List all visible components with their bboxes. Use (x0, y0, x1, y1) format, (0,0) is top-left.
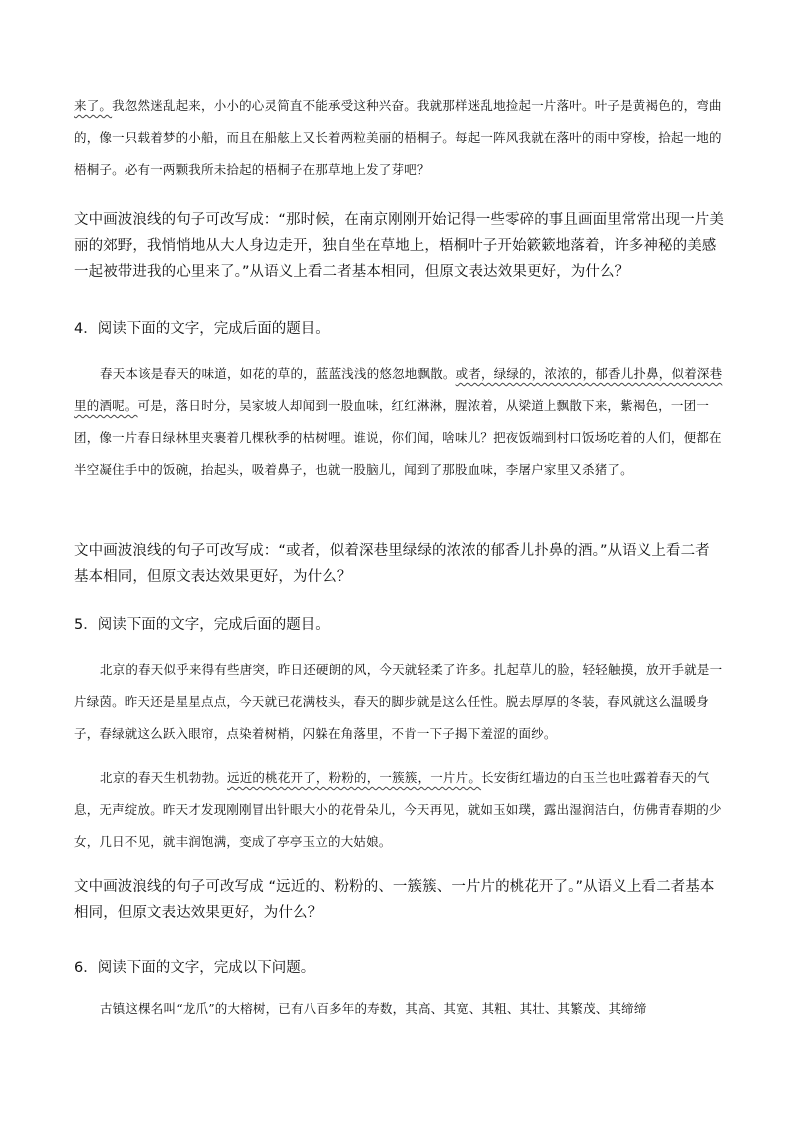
passage-text: 我忽然迷乱起来，小小的心灵简直不能承受这种兴奋。我就那样迷乱地捡起一片落叶。叶子是黄褐色的，弯曲的，像一只载着梦的小船，而且在船舷上又长着两粒美丽的梧桐子。每起一阵风我就在落叶的雨中穿梭，拾起一地的梧桐子。必有一两颗我所未拾起的梧桐子在那草地上发了芽吧？ (74, 98, 722, 177)
wavy-underlined-sentence: 来了。 (74, 98, 113, 113)
passage-text: 北京的春天生机勃勃。 (100, 770, 228, 785)
wavy-underlined-sentence: 远近的桃花开了，粉粉的，一簇簇，一片片。 (227, 770, 482, 785)
question-5-text: 文中画波浪线的句子可改写成 “远近的、粉粉的、一簇簇、一片片的桃花开了。”从语义上看二者基本相同，但原文表达效果更好，为什么？ (74, 879, 715, 921)
passage-paragraph-6: 古镇这棵名叫“龙爪”的大榕树，已有八百多年的寿数，其高、其宽、其粗、其壮、其繁茂、其缔缔 (100, 1001, 647, 1016)
passage-paragraph-4 (74, 358, 724, 486)
passage-paragraph-5a: 北京的春天似乎来得有些唐突，昨日还硬朗的风，今天就轻柔了许多。扎起草儿的脸，轻轻触摸，放开手就是一片绿茵。昨天还是星星点点，今天就已花满枝头，春天的脚步就是这么任性。脱去厚厚的冬装，春风就这么温暖身子，春绿就这么跃入眼帘，点染着树梢，闪躲在角落里，不肯一下子揭下羞涩的面纱。 (74, 662, 723, 741)
wavy-underlined-sentence: 或者，绿绿的，浓浓的，郁香儿扑鼻，似着深巷里的酒呢。 (74, 366, 723, 413)
question-4-text: 文中画波浪线的句子可改写成：“或者，似着深巷里绿绿的浓浓的郁香儿扑鼻的酒。”从语义上看二者基本相同，但原文表达效果更好，为什么？ (74, 543, 710, 585)
question-5-heading: 5．阅读下面的文字，完成后面的题目。 (74, 617, 330, 633)
passage-text: 春天本该是春天的味道，如花的草的，蓝蓝浅浅的悠忽地飘散。 (100, 366, 456, 381)
question-3-text: 文中画波浪线的句子可改写成：“那时候，在南京刚刚开始记得一些零碎的事且画面里常常出现一片美丽的郊野，我悄悄地从大人身边走开，独自坐在草地上，梧桐叶子开始簌簌地落着，许多神秘的美感一起被带进我的心里来了。”从语义上看二者基本相同，但原文表达效果更好，为什么？ (74, 212, 725, 280)
passage-text: 长安街红墙边的白玉兰也吐露着春天的气息，无声绽放。昨天才发现刚刚冒出针眼大小的花骨朵儿，今天再见，就如玉如璞，露出湿润洁白，仿佛青春期的少女，几日不见，就丰润饱满，变成了亭亭玉立的大姑娘。 (74, 770, 722, 849)
question-6-heading: 6．阅读下面的文字，完成以下问题。 (74, 960, 316, 976)
passage-text: 可是，落日时分，吴家坡人却闻到一股血味，红红淋淋，腥浓着，从梁道上飘散下来，紫褐色，一团一团，像一片春日绿林里夹裹着几棵秋季的枯树哩。谁说，你们闻，啥味儿？把夜饭端到村口饭场吃着的人们，便都在半空凝住手中的饭碗，抬起头，吸着鼻子，也就一股脑儿，闻到了那股血味，李屠户家里又杀猪了。 (74, 398, 722, 477)
passage-paragraph-5b (74, 762, 724, 858)
passage-paragraph-3 (74, 90, 724, 186)
question-4-heading: 4．阅读下面的文字，完成后面的题目。 (74, 321, 330, 337)
